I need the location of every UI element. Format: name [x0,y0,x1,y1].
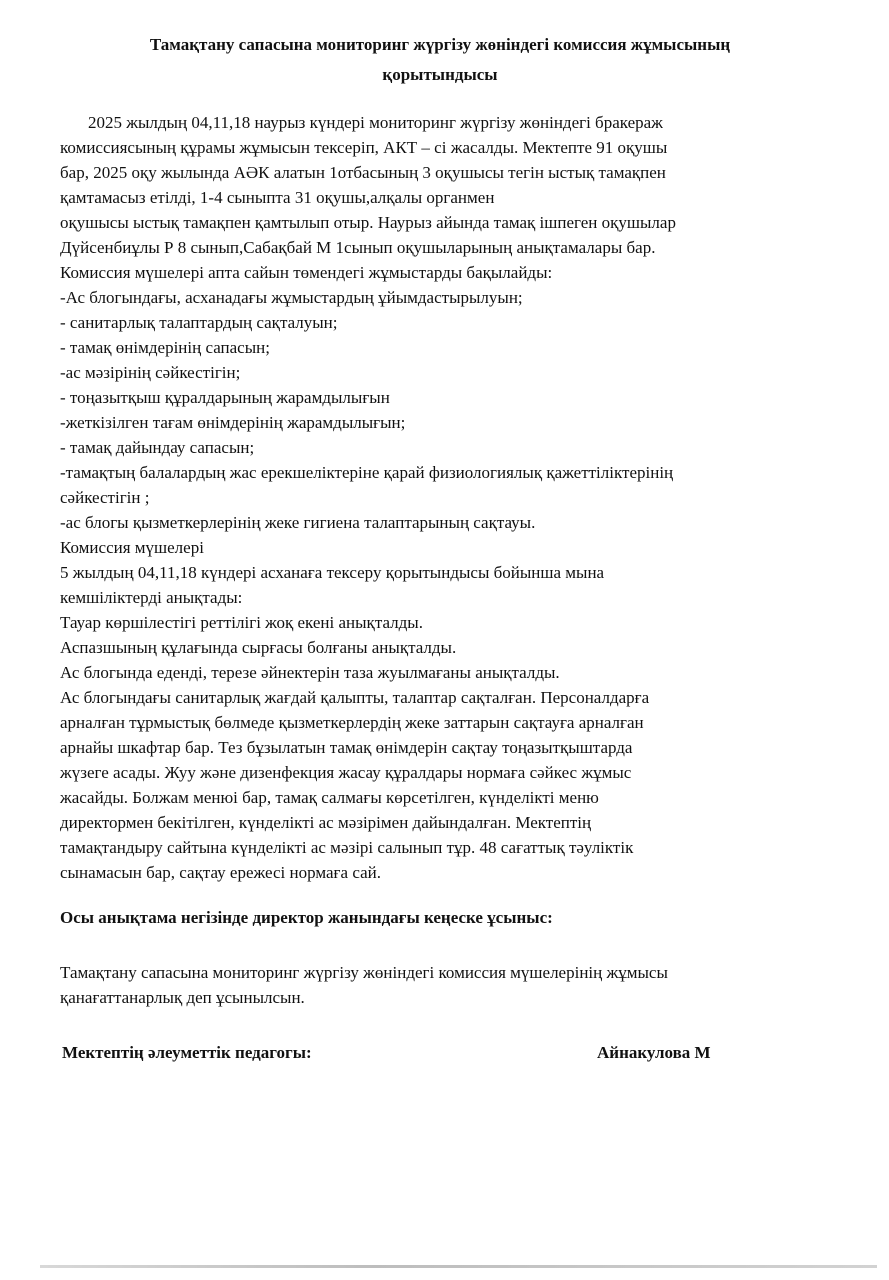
list-item: -Ас блогындағы, асханадағы жұмыстардың ұйымдастырылуын; [60,288,523,307]
list-item: - тамақ дайындау сапасын; [60,438,255,457]
body-line: комиссиясының құрамы жұмысын тексеріп, АКТ – сі жасалды. Мектепте 91 оқушы [60,138,668,157]
body-line: 2025 жылдың 04,11,18 наурыз күндері мониторинг жүргізу жөніндегі бракераж [88,113,663,132]
body-line: қамтамасыз етілді, 1-4 сыныпта 31 оқушы,алқалы органмен [60,188,495,207]
list-item: -жеткізілген тағам өнімдерінің жарамдылығын; [60,413,406,432]
recommendation-line: қанағаттанарлық деп ұсынылсын. [60,988,305,1007]
body-line: 5 жылдың 04,11,18 күндері асханаға тексеру қорытындысы бойынша мына [60,563,605,582]
list-item: -ас блогы қызметкерлерінің жеке гигиена талаптарының сақтауы. [60,513,536,532]
list-item: -ас мәзірінің сәйкестігін; [60,363,241,382]
title-line-2: қорытындысы [382,65,498,84]
body-line: арнайы шкафтар бар. Тез бұзылатын тамақ өнімдерін сақтау тоңазытқыштарда [60,738,633,757]
list-item: - тоңазытқыш құралдарының жарамдылығын [60,388,390,407]
body-line: кемшіліктерді анықтады: [60,588,243,607]
scan-edge [40,1265,877,1268]
body-line: Аспазшының құлағында сырғасы болғаны анықталды. [60,638,457,657]
list-item: сәйкестігін ; [60,488,150,507]
list-item: - санитарлық талаптардың сақталуын; [60,313,338,332]
body-line: Ас блогындағы санитарлық жағдай қалыпты, талаптар сақталған. Персоналдарға [60,688,650,707]
body-line: Дүйсенбиұлы Р 8 сынып,Сабақбай М 1сынып оқушыларының анықтамалары бар. [60,238,656,257]
recommendation-line: Тамақтану сапасына мониторинг жүргізу жөніндегі комиссия мүшелерінің жұмысы [60,963,668,982]
body-line: оқушысы ыстық тамақпен қамтылып отыр. Наурыз айында тамақ ішпеген оқушылар [60,213,676,232]
signature-role: Мектептің әлеуметтік педагогы: [62,1043,312,1062]
body-line: сынамасын бар, сақтау ережесі нормаға сай. [60,863,381,882]
signature-name: Айнакулова М [597,1043,711,1062]
body-line: жүзеге асады. Жуу және дизенфекция жасау құралдары нормаға сәйкес жұмыс [60,763,632,782]
recommendation-heading: Осы анықтама негізінде директор жанындағы кеңеске ұсыныс: [60,908,553,927]
body-line: Комиссия мүшелері апта сайын төмендегі жұмыстарды бақылайды: [60,263,553,282]
body-line: Тауар көршілестігі реттілігі жоқ екені анықталды. [60,613,423,632]
body-line: бар, 2025 оқу жылында АӘК алатын 1отбасының 3 оқушысы тегін ыстық тамақпен [60,163,666,182]
body-line: Комиссия мүшелері [60,538,204,557]
document-title [60,30,820,90]
list-item: -тамақтың балалардың жас ерекшеліктеріне қарай физиологиялық қажеттіліктерінің [60,463,674,482]
list-item: - тамақ өнімдерінің сапасын; [60,338,270,357]
body-line: Ас блогында еденді, терезе әйнектерін таза жуылмағаны анықталды. [60,663,560,682]
title-line-1: Тамақтану сапасына мониторинг жүргізу жөніндегі комиссия жұмысының [149,35,731,54]
body-line: тамақтандыру сайтына күнделікті ас мәзірі салынып тұр. 48 сағаттық тәуліктік [60,838,634,857]
body-line: директормен бекітілген, күнделікті ас мәзірімен дайындалған. Мектептің [60,813,592,832]
body-line: жасайды. Болжам менюі бар, тамақ салмағы көрсетілген, күнделікті меню [60,788,599,807]
body-line: арналған тұрмыстық бөлмеде қызметкерлердің жеке заттарын сақтауға арналған [60,713,644,732]
